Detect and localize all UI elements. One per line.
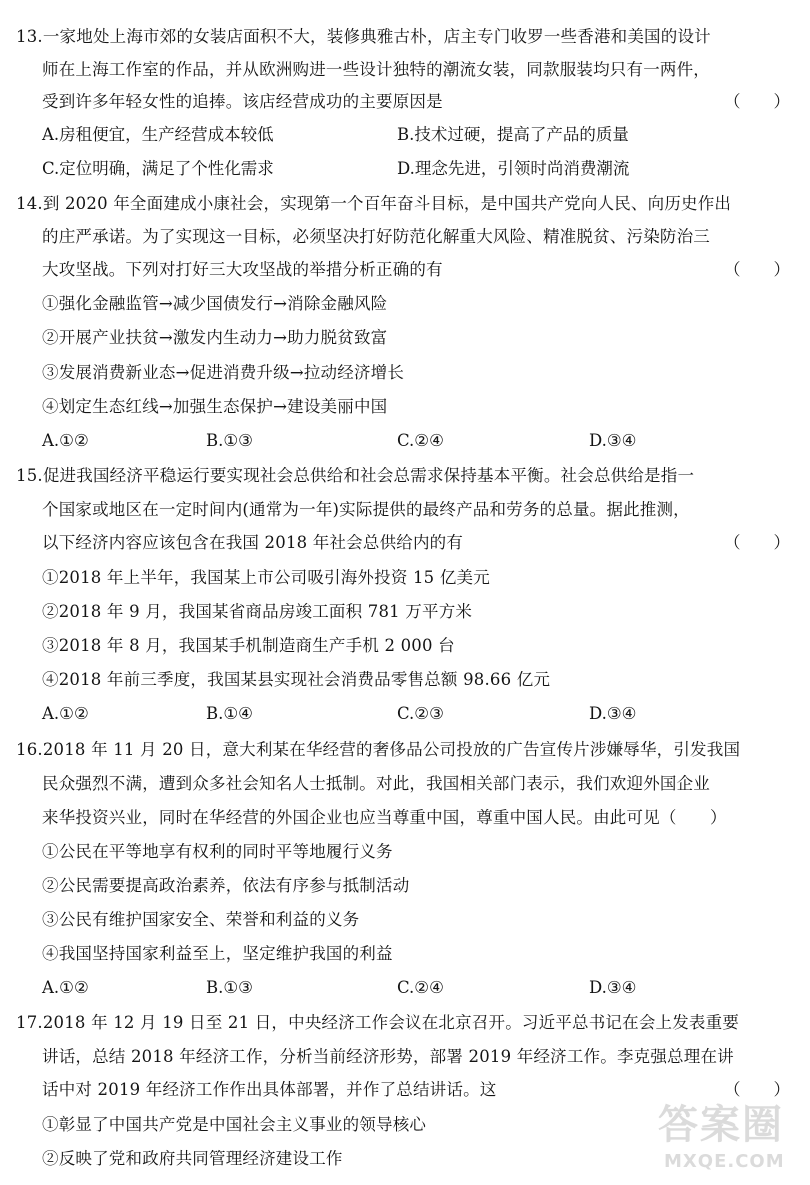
watermark bbox=[654, 1101, 804, 1181]
option-c: C.定位明确，满足了个性化需求 bbox=[42, 159, 274, 178]
statement-item: ①2018 年上半年，我国某上市公司吸引海外投资 15 亿美元 bbox=[42, 568, 490, 587]
question-stem-line: 师在上海工作室的作品，并从欧洲购进一些设计独特的潮流女装，同款服装均只有一两件， bbox=[42, 60, 710, 79]
question-stem-line: 以下经济内容应该包含在我国 2018 年社会总供给内的有 bbox=[42, 533, 464, 552]
question-stem-line: 讲话，总结 2018 年经济工作，分析当前经济形势，部署 2019 年经济工作。李克强总理在讲 bbox=[42, 1047, 734, 1066]
option-d: D.③④ bbox=[589, 431, 637, 450]
question-stem-line: 民众强烈不满，遭到众多社会知名人士抵制。对此，我国相关部门表示，我们欢迎外国企业 bbox=[42, 774, 710, 793]
statement-item: ②开展产业扶贫→激发内生动力→助力脱贫致富 bbox=[42, 328, 388, 347]
option-c: C.②④ bbox=[397, 431, 444, 450]
option-a: A.①② bbox=[42, 978, 89, 997]
statement-item: ①彰显了中国共产党是中国社会主义事业的领导核心 bbox=[42, 1115, 427, 1134]
question-stem-line: 17.2018 年 12 月 19 日至 21 日，中央经济工作会议在北京召开。习近平总书记在会上发表重要 bbox=[16, 1013, 740, 1032]
option-b: B.技术过硬，提高了产品的质量 bbox=[397, 125, 629, 144]
statement-item: ③2018 年 8 月，我国某手机制造商生产手机 2 000 台 bbox=[42, 636, 455, 655]
statement-item: ①强化金融监管→减少国债发行→消除金融风险 bbox=[42, 294, 388, 313]
answer-bracket: （ ） bbox=[724, 533, 790, 552]
option-d: D.③④ bbox=[589, 704, 637, 723]
option-a: A.房租便宜，生产经营成本较低 bbox=[42, 125, 274, 144]
question-stem-line: 来华投资兴业，同时在华经营的外国企业也应当尊重中国，尊重中国人民。由此可见（ ） bbox=[42, 808, 727, 827]
statement-item: ③公民有维护国家安全、荣誉和利益的义务 bbox=[42, 910, 360, 929]
statement-item: ④划定生态红线→加强生态保护→建设美丽中国 bbox=[42, 397, 388, 416]
statement-item: ②反映了党和政府共同管理经济建设工作 bbox=[42, 1149, 343, 1168]
question-stem-line: 16.2018 年 11 月 20 日，意大利某在华经营的奢侈品公司投放的广告宣传片涉嫌辱华，引发我国 bbox=[16, 740, 741, 759]
statement-item: ④我国坚持国家利益至上，坚定维护我国的利益 bbox=[42, 944, 393, 963]
question-stem-line: 的庄严承诺。为了实现这一目标，必须坚决打好防范化解重大风险、精准脱贫、污染防治三 bbox=[42, 227, 710, 246]
option-b: B.①③ bbox=[206, 431, 253, 450]
statement-item: ②公民需要提高政治素养，依法有序参与抵制活动 bbox=[42, 876, 410, 895]
option-b: B.①④ bbox=[206, 704, 253, 723]
question-stem-line: 话中对 2019 年经济工作作出具体部署，并作了总结讲话。这 bbox=[42, 1080, 497, 1099]
option-c: C.②④ bbox=[397, 978, 444, 997]
statement-item: ③发展消费新业态→促进消费升级→拉动经济增长 bbox=[42, 363, 405, 382]
statement-item: ④2018 年前三季度，我国某县实现社会消费品零售总额 98.66 亿元 bbox=[42, 670, 551, 689]
option-d: D.③④ bbox=[589, 978, 637, 997]
watermark-logo: 答案圈 bbox=[658, 1102, 784, 1148]
question-stem-line: 14.到 2020 年全面建成小康社会，实现第一个百年奋斗目标，是中国共产党向人民、向历史作出 bbox=[16, 194, 732, 213]
watermark-url: MXQE.COM bbox=[664, 1151, 785, 1172]
question-stem-line: 个国家或地区在一定时间内(通常为一年)实际提供的最终产品和劳务的总量。据此推测， bbox=[42, 500, 690, 519]
statement-item: ②2018 年 9 月，我国某省商品房竣工面积 781 万平方米 bbox=[42, 602, 473, 621]
option-a: A.①② bbox=[42, 704, 89, 723]
statement-item: ①公民在平等地享有权利的同时平等地履行义务 bbox=[42, 842, 393, 861]
option-d: D.理念先进，引领时尚消费潮流 bbox=[397, 159, 630, 178]
option-b: B.①③ bbox=[206, 978, 253, 997]
option-a: A.①② bbox=[42, 431, 89, 450]
question-stem-line: 13.一家地处上海市郊的女装店面积不大，装修典雅古朴，店主专门收罗一些香港和美国的设计 bbox=[16, 27, 711, 46]
question-stem-line: 大攻坚战。下列对打好三大攻坚战的举措分析正确的有 bbox=[42, 260, 443, 279]
answer-bracket: （ ） bbox=[724, 1080, 790, 1099]
answer-bracket: （ ） bbox=[724, 92, 790, 111]
question-stem-line: 15.促进我国经济平稳运行要实现社会总供给和社会总需求保持基本平衡。社会总供给是指一 bbox=[16, 466, 695, 485]
question-stem-line: 受到许多年轻女性的追捧。该店经营成功的主要原因是 bbox=[42, 92, 443, 111]
answer-bracket: （ ） bbox=[724, 260, 790, 279]
option-c: C.②③ bbox=[397, 704, 444, 723]
